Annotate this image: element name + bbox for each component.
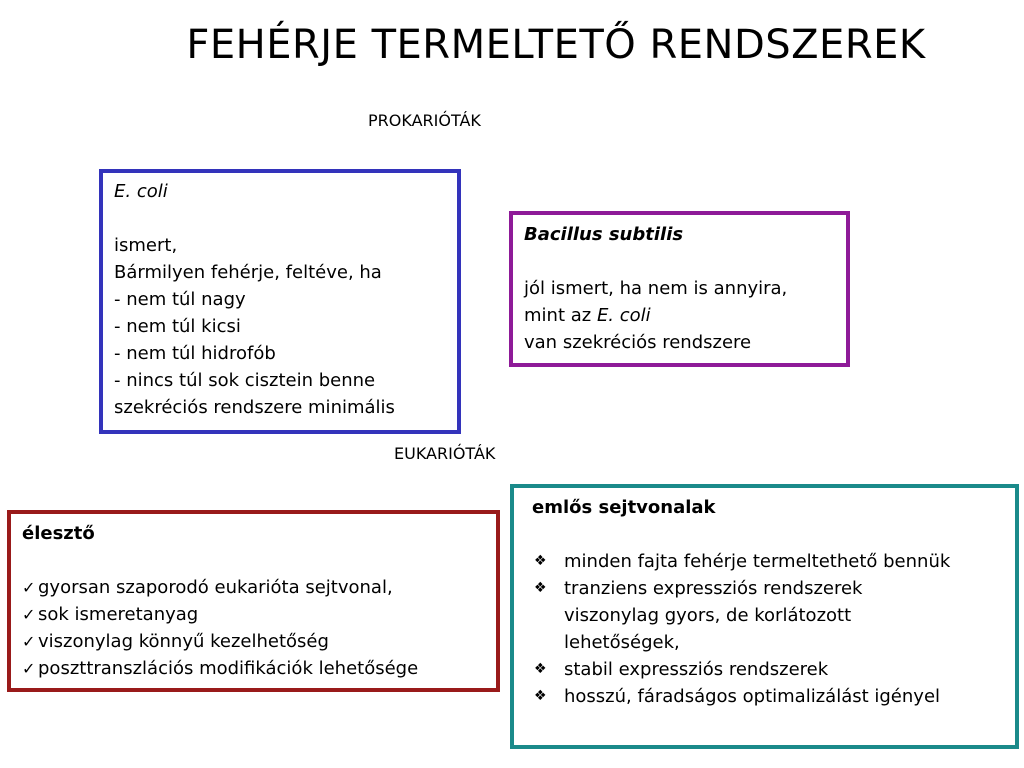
- prokaryotes-label: PROKARIÓTÁK: [368, 111, 481, 130]
- ecoli-line: Bármilyen fehérje, feltéve, ha: [114, 262, 382, 283]
- list-item: [532, 656, 1015, 683]
- page-title: FEHÉRJE TERMELTETŐ RENDSZEREK: [186, 22, 926, 68]
- yeast-item-text: viszonylag könnyű kezelhetőség: [38, 631, 329, 652]
- checkmark-icon: ✓: [22, 659, 36, 678]
- checkmark-icon: ✓: [22, 632, 36, 651]
- bacillus-line: jól ismert, ha nem is annyira,: [524, 278, 788, 299]
- yeast-box: [7, 510, 500, 692]
- diamond-bullet-icon: ❖: [534, 580, 547, 596]
- bacillus-line-italic: E. coli: [596, 305, 651, 326]
- yeast-item-text: sok ismeretanyag: [38, 604, 199, 625]
- bacillus-heading: Bacillus subtilis: [524, 224, 684, 245]
- ecoli-line: - nem túl nagy: [114, 289, 246, 310]
- ecoli-line: - nincs túl sok cisztein benne: [114, 370, 376, 391]
- mammal-heading: emlős sejtvonalak: [532, 497, 716, 518]
- mammal-item-text: hosszú, fáradságos optimalizálást igényel: [564, 686, 941, 707]
- bacillus-line: [524, 302, 846, 329]
- checkmark-icon: ✓: [22, 578, 36, 597]
- yeast-heading: élesztő: [22, 523, 95, 544]
- list-item: [22, 574, 496, 601]
- bacillus-line-prefix: mint az: [524, 305, 597, 326]
- ecoli-box: [99, 169, 461, 434]
- diamond-bullet-icon: ❖: [534, 553, 547, 569]
- diamond-bullet-icon: ❖: [534, 688, 547, 704]
- yeast-item-text: gyorsan szaporodó eukarióta sejtvonal,: [38, 577, 393, 598]
- list-item: [22, 601, 496, 628]
- yeast-item-text: poszttranszlációs modifikációk lehetősége: [38, 658, 419, 679]
- list-item: [532, 683, 1015, 710]
- ecoli-line: ismert,: [114, 235, 178, 256]
- eukaryotes-label: EUKARIÓTÁK: [394, 444, 496, 463]
- bacillus-box: [509, 211, 850, 367]
- list-item: [22, 628, 496, 655]
- ecoli-line: szekréciós rendszere minimális: [114, 397, 395, 418]
- list-item: [532, 548, 1015, 575]
- mammal-item-text: stabil expressziós rendszerek: [564, 659, 829, 680]
- ecoli-line: - nem túl kicsi: [114, 316, 241, 337]
- diamond-bullet-icon: ❖: [534, 661, 547, 677]
- bacillus-line: van szekréciós rendszere: [524, 332, 752, 353]
- mammal-item-text: tranziens expressziós rendszerek viszonylag gyors, de korlátozott lehetőségek,: [564, 578, 863, 653]
- ecoli-line: - nem túl hidrofób: [114, 343, 276, 364]
- ecoli-heading: E. coli: [114, 181, 168, 202]
- mammal-box: [510, 484, 1019, 749]
- list-item: [532, 575, 1015, 656]
- checkmark-icon: ✓: [22, 605, 36, 624]
- mammal-item-text: minden fajta fehérje termeltethető bennük: [564, 551, 951, 572]
- list-item: [22, 655, 496, 682]
